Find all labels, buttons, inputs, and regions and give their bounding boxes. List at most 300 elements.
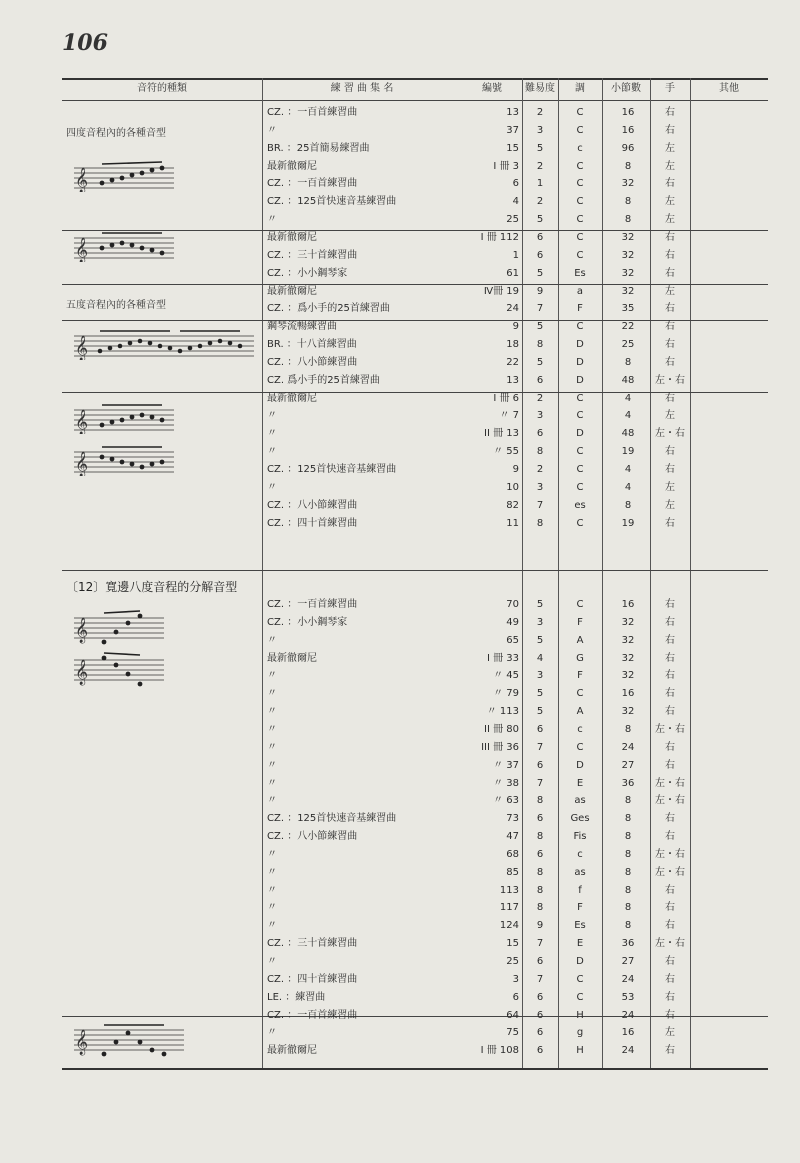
row-hand: 右 (665, 652, 675, 664)
row-number: 4 (512, 196, 519, 208)
col-divider (262, 78, 263, 1068)
row-hand: 右 (665, 599, 675, 610)
row-bars: 32 (621, 616, 635, 628)
row-number: 3 (512, 973, 519, 985)
row-title: CZ. ：八小節練習曲 (267, 499, 358, 511)
row-difficulty: 8 (536, 902, 544, 914)
row-number: 22 (506, 356, 519, 368)
row-title: 〃 (267, 902, 277, 914)
row-difficulty: 5 (536, 267, 544, 279)
row-difficulty: 7 (536, 973, 544, 985)
row-hand: 右 (665, 178, 675, 190)
row-key: C (576, 517, 584, 529)
row-hand: 右 (665, 956, 675, 967)
page-number: 106 (62, 30, 108, 56)
row-number: I 冊 33 (486, 652, 519, 664)
row-difficulty: 9 (536, 920, 544, 932)
row-hand: 右 (665, 884, 675, 896)
row-key: g (576, 1027, 584, 1039)
row-key: D (576, 956, 584, 967)
row-key: c (577, 723, 583, 735)
row-title: LE. ：練習曲 (267, 991, 326, 1003)
row-difficulty: 5 (536, 688, 544, 700)
row-number: 13 (506, 107, 519, 118)
row-difficulty: 2 (536, 107, 544, 118)
row-hand: 左 (665, 160, 675, 172)
row-bars: 36 (621, 938, 635, 950)
row-title: CZ. ：一百首練習曲 (267, 1009, 358, 1021)
row-number: I 冊 3 (493, 160, 519, 172)
row-title: 最新徹爾尼 (267, 392, 317, 404)
row-number: 73 (506, 813, 519, 825)
row-difficulty: 6 (536, 848, 544, 860)
svg-text:𝄞: 𝄞 (75, 410, 89, 434)
header-collection: 練 習 曲 集 名 (330, 83, 394, 94)
etude-table (62, 78, 768, 1068)
row-hand: 左・右 (655, 723, 685, 735)
row-hand: 右 (665, 464, 675, 475)
svg-text:𝄞: 𝄞 (75, 452, 89, 476)
row-key: E (576, 938, 584, 950)
row-hand: 左・右 (655, 428, 685, 440)
row-difficulty: 5 (536, 634, 544, 646)
row-bars: 96 (621, 142, 635, 154)
row-hand: 右 (665, 124, 675, 136)
row-bars: 48 (621, 428, 635, 440)
row-title: 〃 (267, 688, 277, 700)
row-title: CZ. ：125首快速音基練習曲 (267, 196, 397, 208)
row-number: 25 (506, 214, 519, 226)
row-key: f (578, 884, 582, 896)
row-number: 75 (506, 1027, 519, 1039)
row-key: C (576, 410, 584, 422)
row-difficulty: 8 (536, 446, 544, 458)
col-divider (522, 78, 523, 1068)
row-title: 〃 (267, 634, 277, 646)
table-top-rule (62, 78, 768, 80)
row-bars: 32 (621, 249, 635, 261)
row-hand: 左・右 (655, 374, 685, 386)
row-bars: 32 (621, 267, 635, 279)
group-label-fifth: 五度音程內的各種音型 (66, 300, 166, 311)
row-number: 37 (506, 124, 519, 136)
row-number: I 冊 108 (480, 1045, 519, 1057)
header-bars: 小節數 (611, 83, 641, 94)
row-difficulty: 6 (536, 374, 544, 386)
row-number: 15 (506, 938, 519, 950)
row-number: 10 (506, 481, 519, 493)
row-number: 18 (506, 339, 519, 351)
row-title: CZ. ：四十首練習曲 (267, 973, 358, 985)
row-difficulty: 2 (536, 464, 544, 475)
row-key: C (576, 196, 584, 208)
row-number: 124 (499, 920, 519, 932)
row-difficulty: 5 (536, 214, 544, 226)
row-number: 65 (506, 634, 519, 646)
row-number: 25 (506, 956, 519, 967)
row-hand: 右 (665, 446, 675, 458)
row-key: es (574, 499, 586, 511)
row-difficulty: 8 (536, 866, 544, 878)
row-key: C (576, 973, 584, 985)
row-bars: 22 (621, 321, 635, 333)
row-key: C (576, 446, 584, 458)
row-difficulty: 3 (536, 410, 544, 422)
row-bars: 8 (624, 723, 632, 735)
row-title: 〃 (267, 884, 277, 896)
row-title: BR. ：十八首練習曲 (267, 339, 357, 351)
row-hand: 右 (665, 991, 675, 1003)
row-difficulty: 6 (536, 1045, 544, 1057)
row-bars: 16 (621, 688, 635, 700)
row-key: D (576, 374, 584, 386)
row-bars: 24 (621, 1009, 635, 1021)
row-bars: 8 (624, 214, 632, 226)
row-hand: 右 (665, 902, 675, 914)
row-number: 〃 7 (499, 410, 519, 422)
row-hand: 右 (665, 634, 675, 646)
row-hand: 右 (665, 973, 675, 985)
row-title: CZ. ：125首快速音基練習曲 (267, 464, 397, 475)
row-hand: 左 (665, 214, 675, 226)
row-title: 〃 (267, 124, 277, 136)
row-key: C (576, 741, 584, 753)
group-label-fourth: 四度音程內的各種音型 (66, 128, 166, 139)
row-difficulty: 4 (536, 652, 544, 664)
row-bars: 8 (624, 356, 632, 368)
row-difficulty: 7 (536, 938, 544, 950)
row-number: 11 (506, 517, 519, 529)
row-hand: 左・右 (655, 777, 685, 789)
header-number: 編號 (482, 83, 502, 94)
row-difficulty: 3 (536, 481, 544, 493)
row-difficulty: 2 (536, 160, 544, 172)
row-title: 〃 (267, 920, 277, 932)
row-title: CZ. ：三十首練習曲 (267, 249, 358, 261)
row-title: 〃 (267, 723, 277, 735)
row-number: II 冊 13 (484, 428, 519, 440)
row-bars: 27 (621, 956, 635, 967)
row-number: I 冊 112 (480, 231, 519, 243)
row-key: Es (574, 267, 586, 279)
row-title: 最新徹爾尼 (267, 231, 317, 243)
row-bars: 8 (624, 499, 632, 511)
row-bars: 8 (624, 920, 632, 932)
row-key: C (576, 991, 584, 1003)
row-title: 〃 (267, 670, 277, 682)
row-key: C (576, 392, 584, 404)
row-number: Ⅳ冊 19 (483, 285, 519, 297)
music-notation-icon (74, 444, 174, 476)
row-key: Ges (570, 813, 590, 825)
row-number: 82 (506, 499, 519, 511)
row-hand: 右 (665, 706, 675, 718)
row-bars: 8 (624, 848, 632, 860)
row-title: 最新徹爾尼 (267, 285, 317, 297)
row-bars: 16 (621, 107, 635, 118)
row-key: Fis (573, 831, 587, 843)
row-number: 9 (512, 464, 519, 475)
row-hand: 左 (665, 196, 675, 208)
row-hand: 右 (665, 688, 675, 700)
row-title: CZ. ：小小鋼琴家 (267, 616, 348, 628)
row-difficulty: 6 (536, 231, 544, 243)
row-title: 〃 (267, 1027, 277, 1039)
row-title: 〃 (267, 866, 277, 878)
row-difficulty: 7 (536, 499, 544, 511)
row-key: F (577, 616, 583, 628)
row-number: III 冊 36 (481, 741, 519, 753)
row-hand: 右 (665, 267, 675, 279)
row-key: A (576, 706, 584, 718)
row-difficulty: 3 (536, 616, 544, 628)
music-notation-icon (74, 1022, 184, 1058)
row-title: CZ. ：125首快速音基練習曲 (267, 813, 397, 825)
row-key: C (576, 160, 584, 172)
row-bars: 16 (621, 124, 635, 136)
row-title: 〃 (267, 777, 277, 789)
row-key: F (577, 303, 583, 315)
row-hand: 右 (665, 356, 675, 368)
row-title: CZ. ：一百首練習曲 (267, 599, 358, 610)
row-difficulty: 6 (536, 428, 544, 440)
row-key: H (576, 1045, 584, 1057)
row-title: 〃 (267, 481, 277, 493)
row-key: C (576, 464, 584, 475)
row-number: 〃 38 (493, 777, 519, 789)
row-number: 〃 55 (493, 446, 519, 458)
row-key: H (576, 1009, 584, 1021)
row-number: 113 (499, 884, 519, 896)
row-title: 〃 (267, 956, 277, 967)
row-hand: 右 (665, 831, 675, 843)
row-title: CZ. ：小小鋼琴家 (267, 267, 348, 279)
row-difficulty: 6 (536, 759, 544, 771)
row-number: 1 (512, 249, 519, 261)
music-notation-icon (74, 230, 174, 262)
row-key: G (576, 652, 584, 664)
row-difficulty: 6 (536, 1009, 544, 1021)
svg-text:𝄞: 𝄞 (75, 238, 89, 262)
row-number: 〃 63 (493, 795, 519, 807)
row-bars: 4 (624, 410, 632, 422)
row-hand: 右 (665, 392, 675, 404)
row-title: 最新徹爾尼 (267, 652, 317, 664)
section-title: 〔12〕寬邊八度音程的分解音型 (66, 580, 238, 594)
row-difficulty: 6 (536, 723, 544, 735)
row-title: 〃 (267, 759, 277, 771)
row-hand: 左・右 (655, 795, 685, 807)
row-bars: 24 (621, 741, 635, 753)
row-title: 〃 (267, 410, 277, 422)
header-difficulty: 難易度 (525, 83, 555, 94)
row-number: 64 (506, 1009, 519, 1021)
row-hand: 右 (665, 339, 675, 351)
row-key: C (576, 231, 584, 243)
row-difficulty: 6 (536, 813, 544, 825)
music-notation-icon (74, 328, 254, 360)
row-key: as (574, 795, 586, 807)
row-number: 9 (512, 321, 519, 333)
svg-text:𝄞: 𝄞 (75, 1030, 89, 1055)
row-key: a (576, 285, 584, 297)
row-number: 6 (512, 991, 519, 1003)
row-bars: 53 (621, 991, 635, 1003)
row-bars: 4 (624, 392, 632, 404)
table-bottom-rule (62, 1068, 768, 1070)
row-hand: 右 (665, 813, 675, 825)
row-number: I 冊 6 (493, 392, 519, 404)
row-bars: 16 (621, 599, 635, 610)
row-title: CZ. 爲小手的25首練習曲 (267, 374, 380, 386)
row-number: 15 (506, 142, 519, 154)
row-bars: 4 (624, 464, 632, 475)
row-bars: 8 (624, 813, 632, 825)
row-number: 61 (506, 267, 519, 279)
row-key: D (576, 356, 584, 368)
row-title: 最新徹爾尼 (267, 160, 317, 172)
row-number: 〃 37 (493, 759, 519, 771)
col-divider (602, 78, 603, 1068)
row-difficulty: 9 (536, 285, 544, 297)
row-bars: 48 (621, 374, 635, 386)
row-number: 〃 45 (493, 670, 519, 682)
row-key: D (576, 339, 584, 351)
row-key: C (576, 249, 584, 261)
music-notation-icon (74, 402, 174, 434)
svg-text:𝄞: 𝄞 (75, 660, 89, 685)
header-key: 調 (575, 83, 585, 94)
row-key: C (576, 481, 584, 493)
row-number: 68 (506, 848, 519, 860)
row-difficulty: 5 (536, 706, 544, 718)
row-bars: 32 (621, 670, 635, 682)
svg-text:𝄞: 𝄞 (75, 618, 89, 643)
row-title: 〃 (267, 848, 277, 860)
row-number: 117 (499, 902, 519, 914)
row-hand: 右 (665, 321, 675, 333)
music-notation-icon (74, 610, 164, 646)
row-hand: 左 (665, 410, 675, 422)
row-bars: 8 (624, 866, 632, 878)
row-difficulty: 3 (536, 124, 544, 136)
row-difficulty: 1 (536, 178, 544, 190)
row-bars: 32 (621, 178, 635, 190)
row-difficulty: 8 (536, 517, 544, 529)
row-hand: 右 (665, 741, 675, 753)
row-hand: 左・右 (655, 848, 685, 860)
row-bars: 19 (621, 446, 635, 458)
row-bars: 19 (621, 517, 635, 529)
row-hand: 右 (665, 1009, 675, 1021)
row-key: D (576, 428, 584, 440)
group-rule (62, 570, 768, 571)
svg-text:𝄞: 𝄞 (75, 168, 89, 192)
row-number: 24 (506, 303, 519, 315)
row-difficulty: 5 (536, 356, 544, 368)
row-bars: 16 (621, 1027, 635, 1039)
row-number: 6 (512, 178, 519, 190)
row-hand: 右 (665, 231, 675, 243)
row-bars: 8 (624, 902, 632, 914)
row-bars: 32 (621, 231, 635, 243)
row-title: CZ. ：八小節練習曲 (267, 356, 358, 368)
row-difficulty: 6 (536, 991, 544, 1003)
row-number: 〃 79 (493, 688, 519, 700)
row-number: 13 (506, 374, 519, 386)
row-hand: 右 (665, 517, 675, 529)
row-key: A (576, 634, 584, 646)
row-bars: 36 (621, 777, 635, 789)
row-number: 〃 113 (486, 706, 519, 718)
row-key: c (577, 142, 583, 154)
row-bars: 4 (624, 481, 632, 493)
row-hand: 右 (665, 920, 675, 932)
row-key: C (576, 124, 584, 136)
row-difficulty: 8 (536, 795, 544, 807)
row-hand: 右 (665, 670, 675, 682)
row-key: C (576, 321, 584, 333)
row-title: CZ. ：八小節練習曲 (267, 831, 358, 843)
row-title: CZ. ：一百首練習曲 (267, 107, 358, 118)
row-bars: 24 (621, 973, 635, 985)
row-number: 70 (506, 599, 519, 610)
row-key: E (576, 777, 584, 789)
row-difficulty: 8 (536, 831, 544, 843)
row-number: 47 (506, 831, 519, 843)
row-difficulty: 2 (536, 196, 544, 208)
header-type: 音符的種類 (137, 83, 187, 94)
row-hand: 右 (665, 249, 675, 261)
row-difficulty: 6 (536, 956, 544, 967)
row-title: CZ. ：四十首練習曲 (267, 517, 358, 529)
row-key: C (576, 688, 584, 700)
header-rule (62, 100, 768, 101)
row-hand: 右 (665, 616, 675, 628)
row-number: II 冊 80 (484, 723, 519, 735)
row-key: C (576, 214, 584, 226)
row-key: as (574, 866, 586, 878)
row-number: 85 (506, 866, 519, 878)
row-bars: 8 (624, 160, 632, 172)
row-hand: 左・右 (655, 866, 685, 878)
row-key: Es (574, 920, 586, 932)
svg-text:𝄞: 𝄞 (75, 336, 89, 360)
row-title: 〃 (267, 706, 277, 718)
row-hand: 左 (665, 285, 675, 297)
col-divider (690, 78, 691, 1068)
row-bars: 32 (621, 652, 635, 664)
row-key: F (577, 670, 583, 682)
row-difficulty: 8 (536, 339, 544, 351)
row-number: 49 (506, 616, 519, 628)
row-hand: 右 (665, 759, 675, 771)
row-title: 鋼琴流暢練習曲 (267, 321, 337, 333)
row-hand: 右 (665, 107, 675, 118)
row-key: C (576, 178, 584, 190)
row-bars: 8 (624, 196, 632, 208)
row-difficulty: 6 (536, 249, 544, 261)
row-difficulty: 8 (536, 884, 544, 896)
row-difficulty: 5 (536, 142, 544, 154)
row-bars: 32 (621, 634, 635, 646)
row-title: 〃 (267, 446, 277, 458)
row-difficulty: 3 (536, 670, 544, 682)
row-key: D (576, 759, 584, 771)
music-notation-icon (74, 652, 164, 688)
header-other: 其他 (719, 83, 739, 94)
row-title: CZ. ：三十首練習曲 (267, 938, 358, 950)
